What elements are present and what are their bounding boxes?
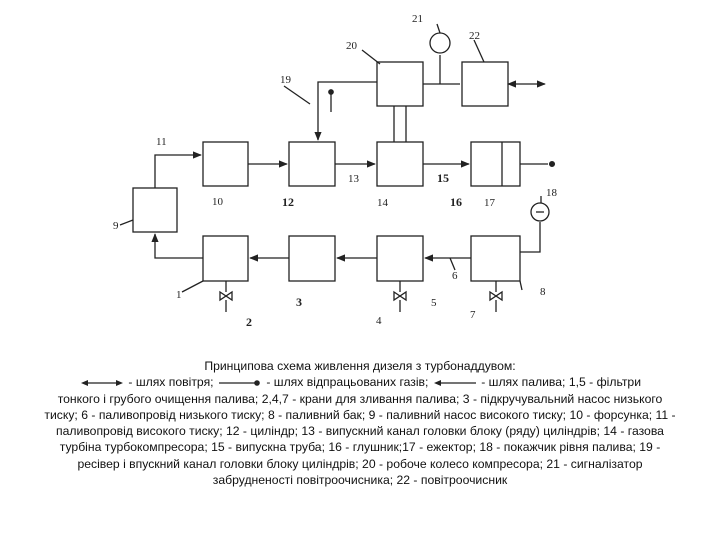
block-9-high-pressure-pump xyxy=(133,188,177,232)
label-1: 1 xyxy=(176,289,182,301)
label-12: 12 xyxy=(282,195,294,209)
label-3: 3 xyxy=(296,295,302,309)
label-4: 4 xyxy=(376,315,382,327)
legend-line xyxy=(40,374,680,390)
label-8: 8 xyxy=(540,286,546,298)
block-5-coarse-filter xyxy=(377,236,423,281)
block-20-compressor-wheel xyxy=(377,62,423,106)
label-19: 19 xyxy=(280,74,291,86)
caption-title: Принципова схема живлення дизеля з турбонаддувом: xyxy=(204,359,516,373)
label-7: 7 xyxy=(470,309,476,321)
label-17: 17 xyxy=(484,197,495,209)
label-11: 11 xyxy=(156,136,167,148)
block-12-cylinder xyxy=(289,142,335,186)
label-9: 9 xyxy=(113,220,119,232)
label-16: 16 xyxy=(450,195,462,209)
label-2: 2 xyxy=(246,315,252,329)
label-15: 15 xyxy=(437,171,449,185)
label-10: 10 xyxy=(212,196,223,208)
air-path-icon xyxy=(81,378,123,388)
block-10-injector xyxy=(203,142,248,186)
block-3-low-pressure-pump xyxy=(289,236,335,281)
label-14: 14 xyxy=(377,197,388,209)
exhaust-path-icon xyxy=(219,378,261,388)
label-13: 13 xyxy=(348,173,359,185)
label-21: 21 xyxy=(412,13,423,25)
label-22: 22 xyxy=(469,30,480,42)
legend-air: - шлях повітря; xyxy=(128,375,214,390)
label-18: 18 xyxy=(546,187,557,199)
legend-tail: 1,5 - фільтри xyxy=(568,375,642,390)
label-20: 20 xyxy=(346,40,357,52)
block-8-fuel-tank xyxy=(471,236,520,281)
legend-fuel: - шлях палива; xyxy=(481,375,566,390)
block-17-ejector xyxy=(471,142,520,186)
block-1-fine-filter xyxy=(203,236,248,281)
fuel-path-icon xyxy=(434,378,476,388)
caption-body: тонкого і грубого очищення палива; 2,4,7 - крани для зливання палива; 3 - підкручувальний насос низького тиску; 6 - паливопровід низького тиску; 8 - паливний бак; 9 - паливний насос високого тиску; 10 - форсунка; 11 - паливопровід високого тиску; 12 - циліндр; 13 - випускний канал головки блоку (ряду) циліндрів; 14 - газова турбіна турбокомпресора; 15 - випускна труба; 16 - глушник;17 - ежектор; 18 - покажчик рівня палива; 19 - ресівер і впускний канал головки блоку циліндрів; 20 - робоче колесо компресора; 21 - сигналізатор забрудненості повітроочисника; 22 - повітроочисник xyxy=(44,391,676,488)
caption xyxy=(40,358,680,488)
block-14-turbine xyxy=(377,142,423,186)
legend-exhaust: - шлях відпрацьованих газів; xyxy=(266,375,429,390)
label-5: 5 xyxy=(431,297,437,309)
block-22-air-cleaner xyxy=(462,62,508,106)
label-6: 6 xyxy=(452,270,458,282)
